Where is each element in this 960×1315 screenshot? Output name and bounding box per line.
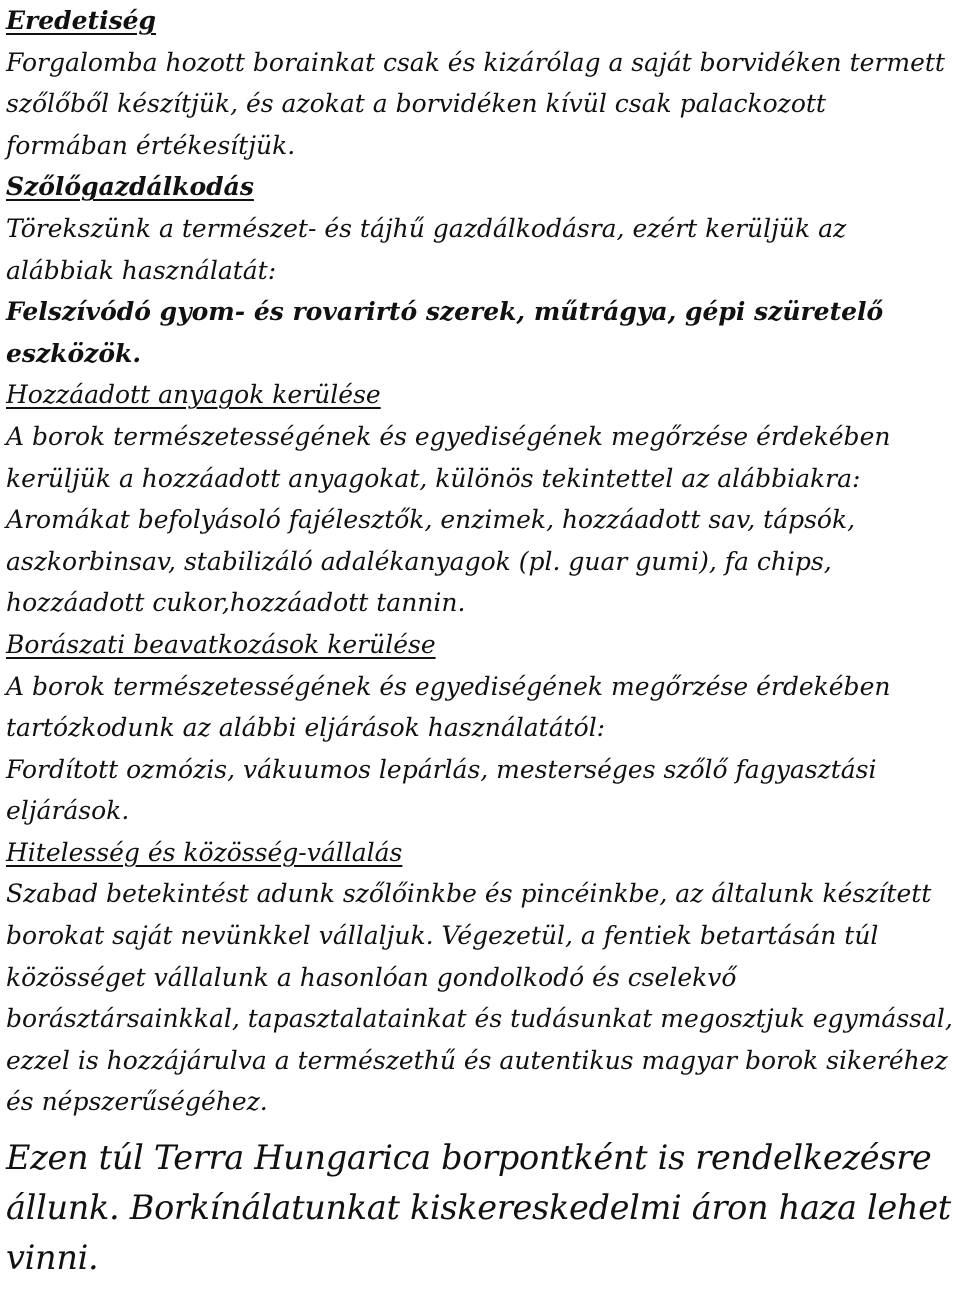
section-szologazdalkodas <box>6 166 954 374</box>
section-paragraph: A borok természetességének és egyediségének megőrzése érdekében tartózkodunk az alábbi eljárások használatától: <box>6 671 891 743</box>
closing-statement: Ezen túl Terra Hungarica borpontként is rendelkezésre állunk. Borkínálatunkat kiskereskedelmi áron haza lehet vinni. <box>6 1138 951 1278</box>
section-heading: Eredetiség <box>6 6 157 35</box>
section-heading: Szőlőgazdálkodás <box>6 172 254 202</box>
section-hozzaadott-anyagok <box>6 374 954 624</box>
section-heading: Hozzáadott anyagok kerülése <box>6 380 381 410</box>
section-heading: Borászati beavatkozások kerülése <box>6 629 436 659</box>
section-paragraph: Forgalomba hozott borainkat csak és kizárólag a saját borvidéken termett szőlőből készítjük, és azokat a borvidéken kívül csak palackozott formában értékesítjük. <box>6 47 945 160</box>
section-eredetiseg <box>6 0 954 166</box>
section-paragraph: Fordított ozmózis, vákuumos lepárlás, mesterséges szőlő fagyasztási eljárások. <box>6 754 877 826</box>
section-paragraph: Aromákat befolyásoló fajélesztők, enzimek, hozzáadott sav, tápsók, aszkorbinsav, stabilizáló adalékanyagok (pl. guar gumi), fa chips, hozzáadott cukor,hozzáadott tannin. <box>6 505 856 618</box>
section-boraszati-beavatkozasok <box>6 624 954 832</box>
section-heading: Hitelesség és közösség-vállalás <box>6 837 403 867</box>
section-paragraph: Szabad betekintést adunk szőlőinkbe és pincéinkbe, az általunk készített borokat saját nevünkkel vállaljuk. Végezetül, a fentiek betartásán túl közösséget vállalunk a hasonlóan gondolkodó és cselekvő borásztársainkkal, tapasztalatainkat és tudásunkat megosztjuk egymással, ezzel is hozzájárulva a természethű és autentikus magyar borok sikeréhez és népszerűségéhez. <box>6 879 953 1117</box>
section-paragraph: A borok természetességének és egyediségének megőrzése érdekében kerüljük a hozzáadott anyagokat, különös tekintettel az alábbiakra: <box>6 421 891 493</box>
document-body <box>6 0 954 1283</box>
section-paragraph: Törekszünk a természet- és tájhű gazdálkodásra, ezért kerüljük az alábbiak használatát: <box>6 213 847 285</box>
section-bold-paragraph: Felszívódó gyom- és rovarirtó szerek, műtrágya, gépi szüretelő eszközök. <box>6 297 884 368</box>
section-hitelesseg <box>6 832 954 1123</box>
